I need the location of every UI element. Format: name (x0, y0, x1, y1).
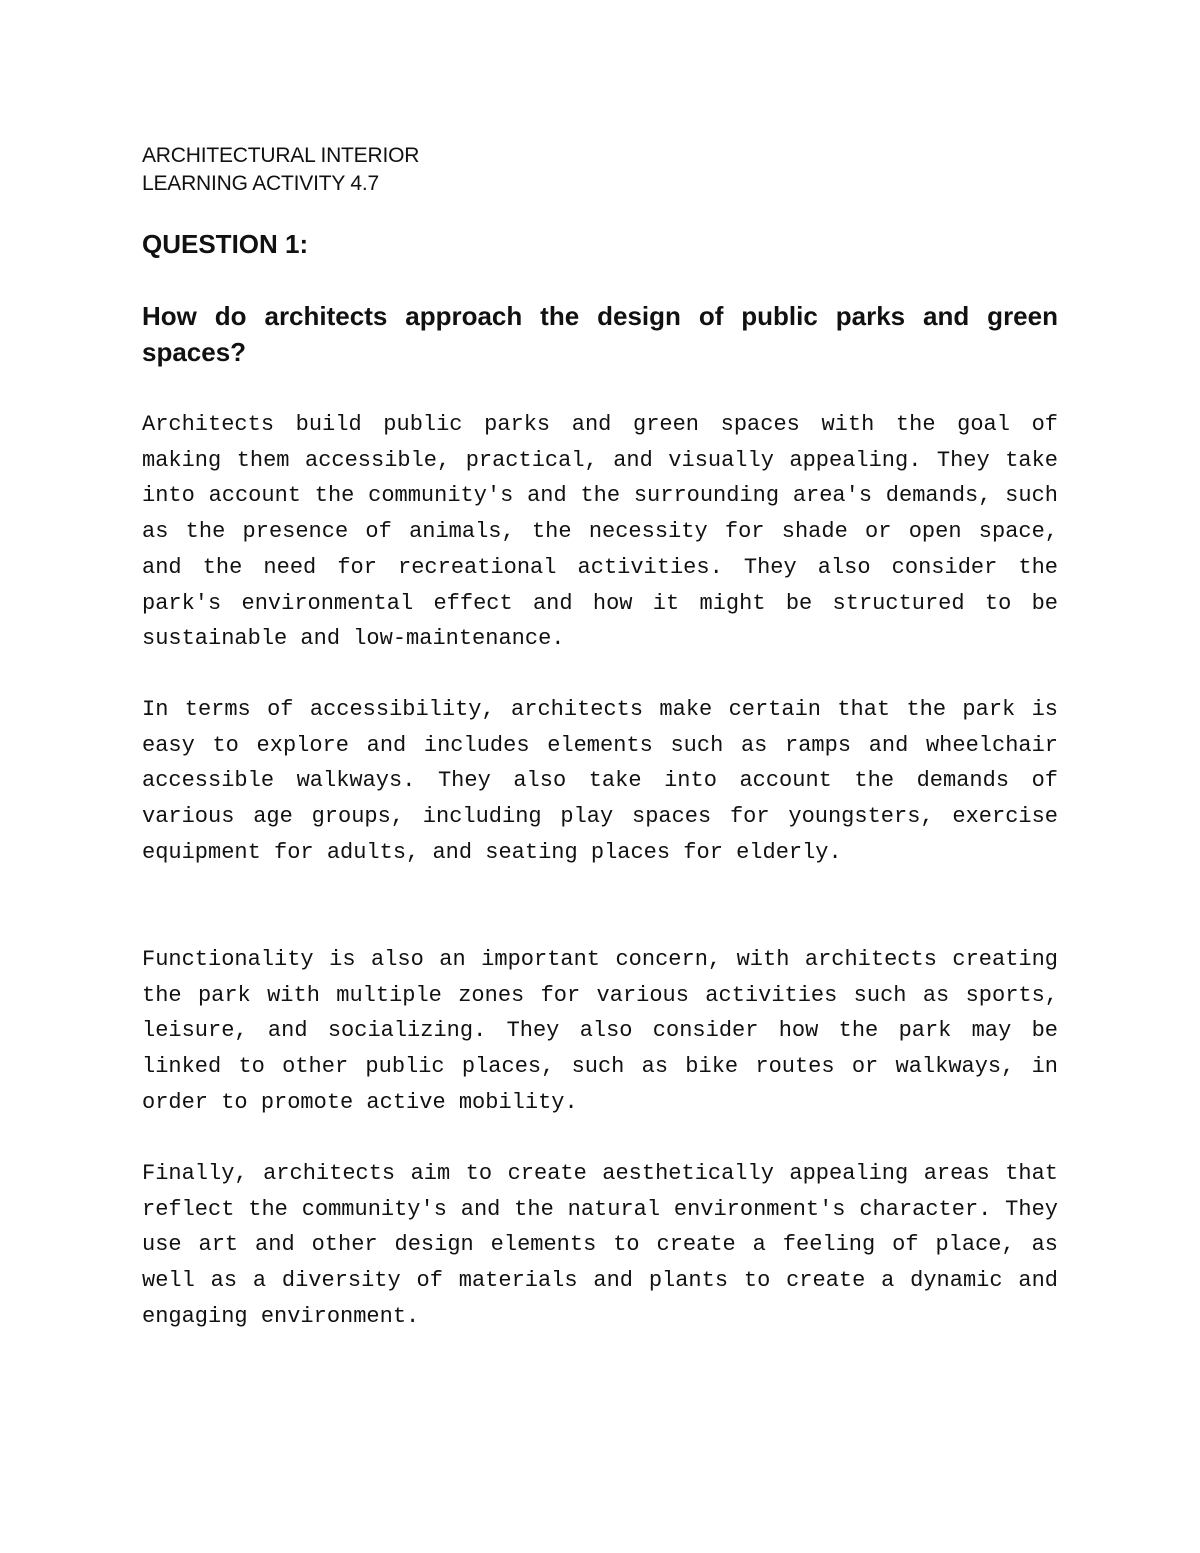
question-text: How do architects approach the design of public parks and green spaces? (142, 301, 1058, 367)
answer-paragraph: Architects build public parks and green spaces with the goal of making them accessible, practical, and visually appealing. They take into account the community's and the surrounding area's demands, such as the presence of animals, the necessity for shade or open space, and the need for recreational activities. They also consider the park's environmental effect and how it might be structured to be sustainable and low-maintenance. (142, 412, 1058, 652)
answer-paragraph: Finally, architects aim to create aesthetically appealing areas that reflect the community's and the natural environment's character. They use art and other design elements to create a feeling of place, as well as a diversity of materials and plants to create a dynamic and engaging environment. (142, 1161, 1058, 1329)
question-label: QUESTION 1: (142, 229, 309, 259)
course-title: ARCHITECTURAL INTERIOR (142, 144, 420, 167)
activity-title: LEARNING ACTIVITY 4.7 (142, 172, 379, 195)
answer-paragraph: In terms of accessibility, architects make certain that the park is easy to explore and includes elements such as ramps and wheelchair accessible walkways. They also take into account the demands of various age groups, including play spaces for youngsters, exercise equipment for adults, and seating places for elderly. (142, 697, 1058, 865)
answer-paragraph: Functionality is also an important concern, with architects creating the park with multiple zones for various activities such as sports, leisure, and socializing. They also consider how the park may be linked to other public places, such as bike routes or walkways, in order to promote active mobility. (142, 947, 1058, 1115)
